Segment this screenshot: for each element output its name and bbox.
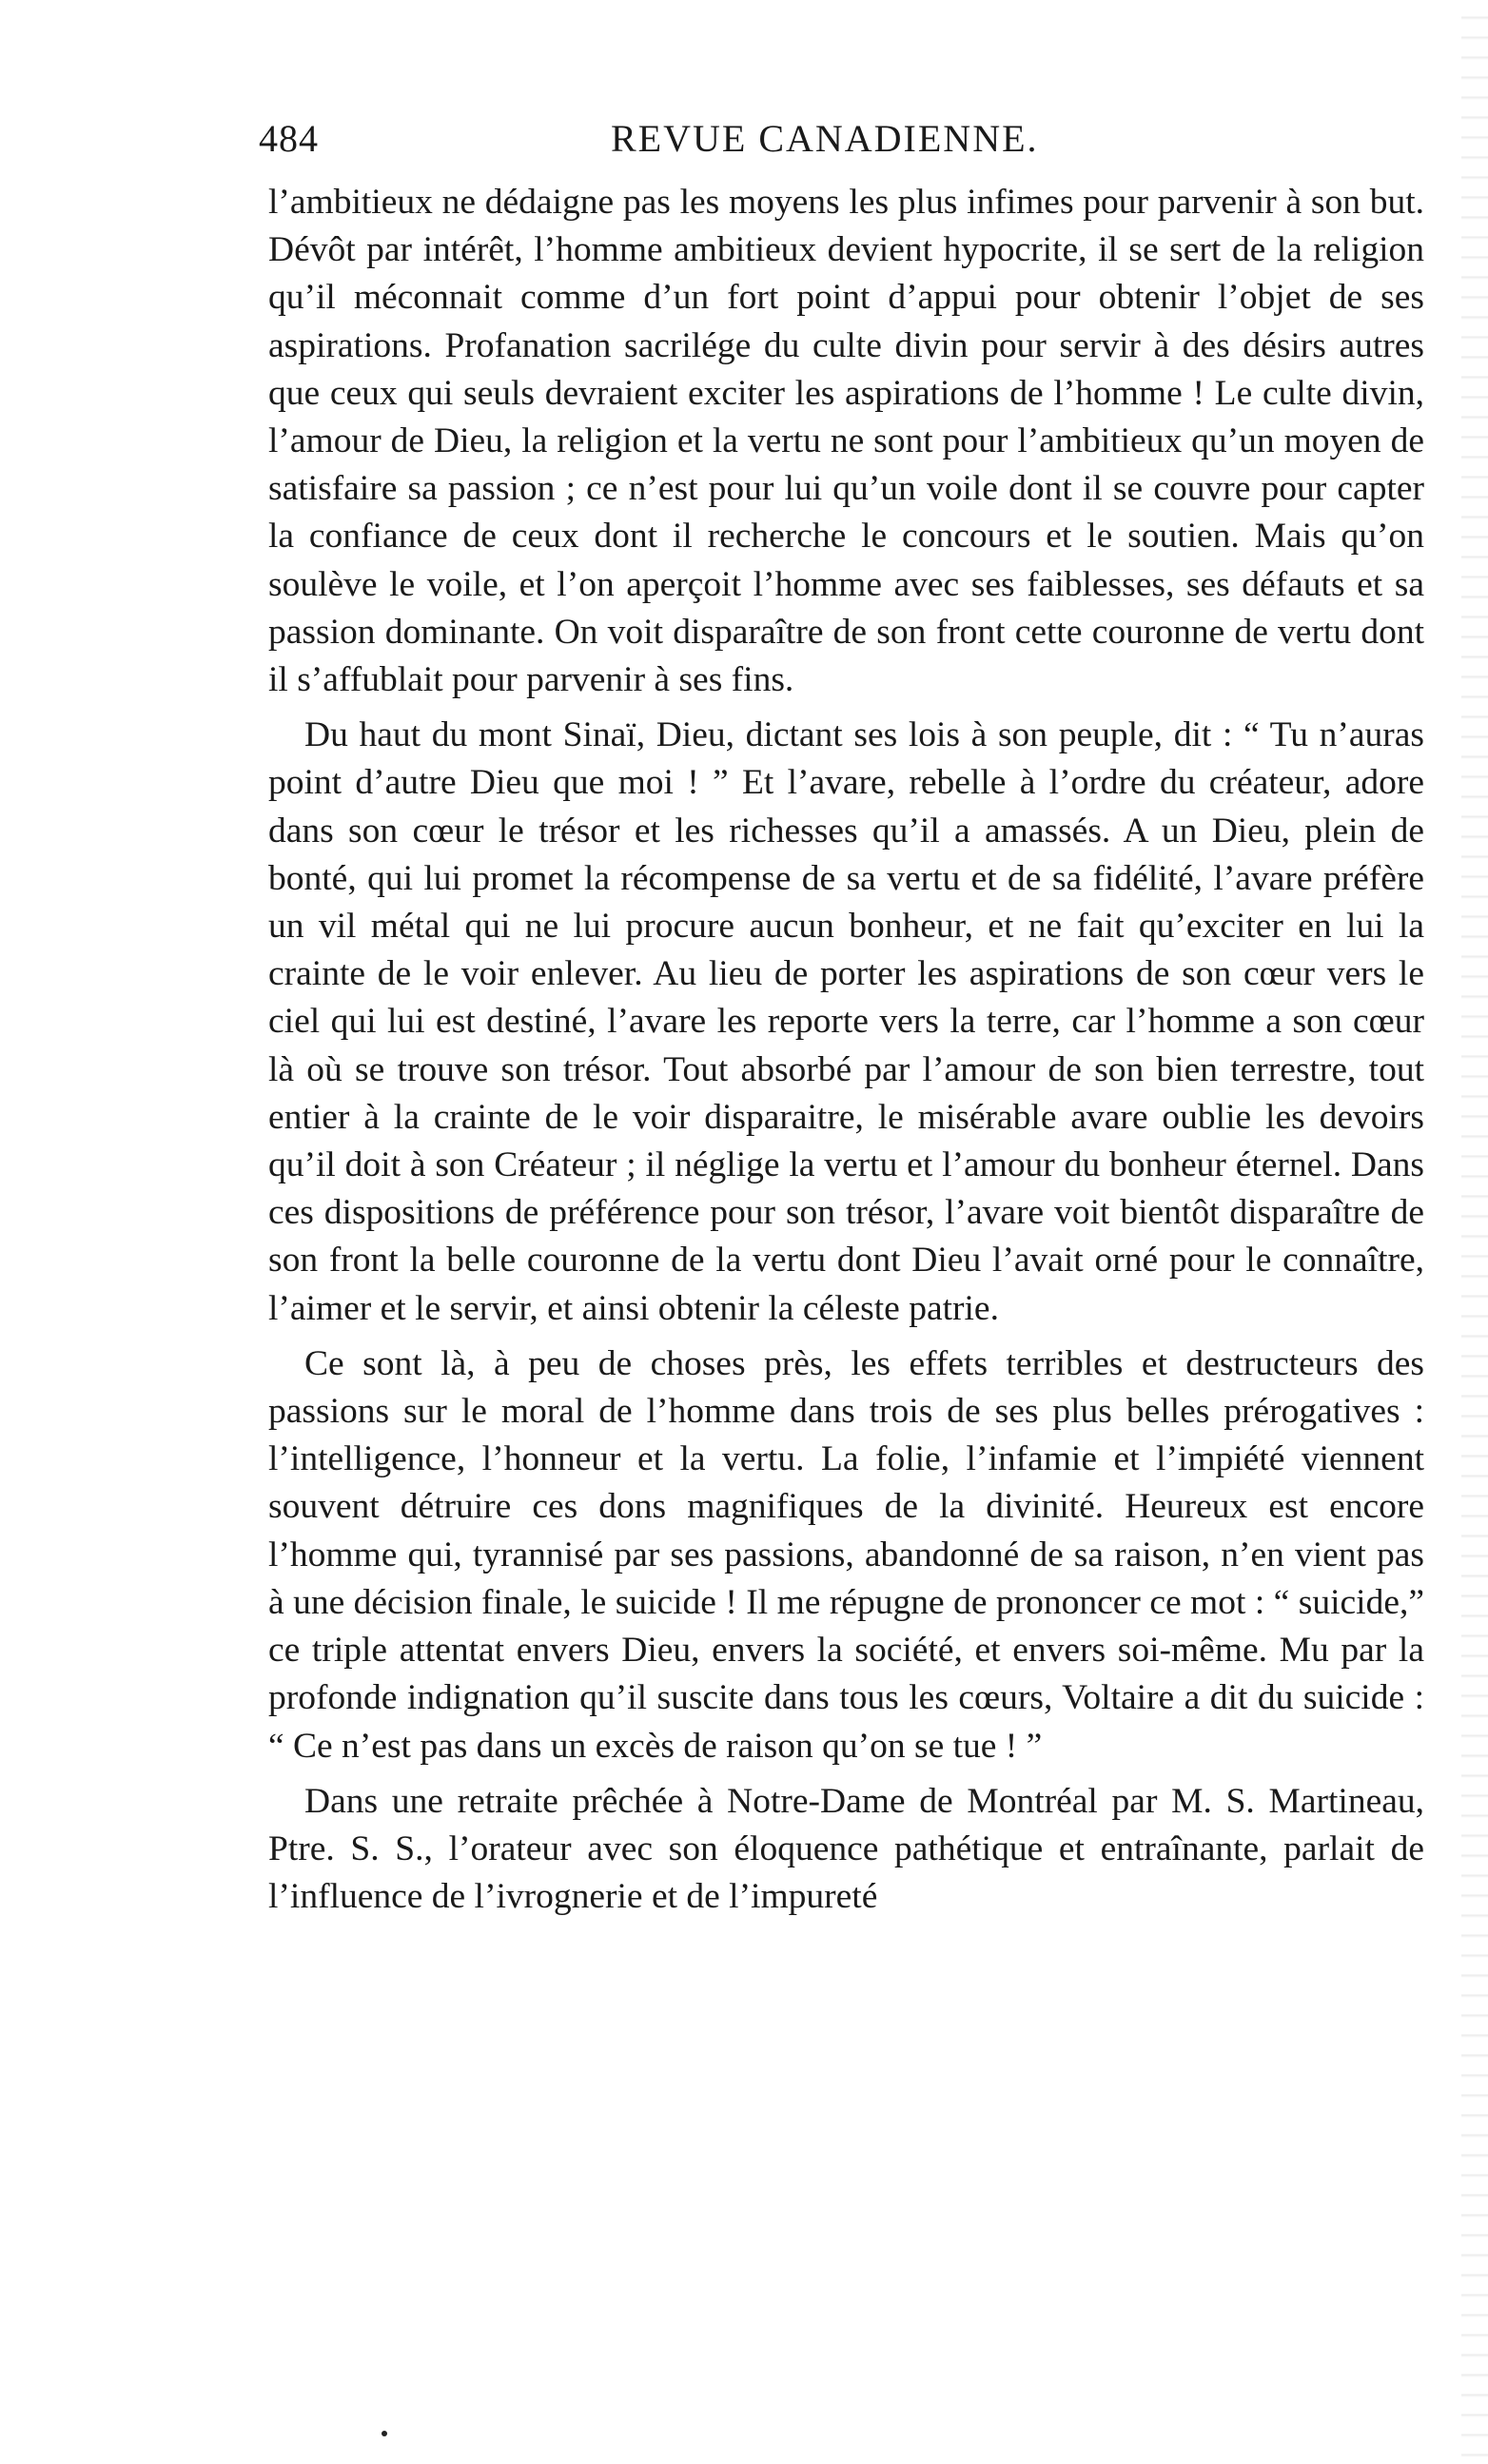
running-title: REVUE CANADIENNE. [611, 117, 1039, 160]
paragraph-avarice: Du haut du mont Sinaï, Dieu, dictant ses lois à son peuple, dit : “ Tu n’auras point d’autre Dieu que moi ! ” Et l’avare, rebelle à l’ordre du créateur, adore dans son cœur le trésor et les richesses qu’il a amassés. A un Dieu, plein de bonté, qui lui promet la récompense de sa vertu et de sa fidélité, l’avare préfère un vil métal qui ne lui procure aucun bonheur, et ne fait qu’exciter en lui la crainte de le voir enlever. Au lieu de porter les aspirations de son cœur vers le ciel qui lui est destiné, l’avare les reporte vers la terre, car l’homme a son cœur là où se trouve son trésor. Tout absorbé par l’amour de son bien terrestre, tout entier à la crainte de le voir disparaitre, le misérable avare oublie les devoirs qu’il doit à son Créateur ; il néglige la vertu et l’amour du bonheur éternel. Dans ces dispositions de préférence pour son trésor, l’avare voit bientôt disparaître de son front la belle couronne de la vertu dont Dieu l’avait orné pour le connaître, l’aimer et le servir, et ainsi obtenir la céleste patrie. [268, 715, 1424, 1328]
paragraph-ambition: l’ambitieux ne dédaigne pas les moyens les plus infimes pour parvenir à son but. Dévôt par intérêt, l’homme ambitieux devient hypocrite, il se sert de la religion qu’il méconnait comme d’un fort point d’appui pour obtenir l’objet de ses aspirations. Profanation sacrilége du culte divin pour servir à des désirs autres que ceux qui seuls devraient exciter les aspirations de l’homme ! Le culte divin, l’amour de Dieu, la religion et la vertu ne sont pour l’ambitieux qu’un moyen de satisfaire sa passion ; ce n’est pour lui qu’un voile dont il se couvre pour capter la confiance de ceux dont il recherche le concours et le soutien. Mais qu’on soulève le voile, et l’on aperçoit l’homme avec ses faiblesses, ses défauts et sa passion dominante. On voit disparaître de son front cette couronne de vertu dont il s’affublait pour parvenir à ses fins. [268, 183, 1424, 700]
page-header [259, 116, 1220, 173]
ink-speck [382, 2431, 387, 2436]
body-text [268, 179, 1424, 1928]
paragraph-passions-suicide: Ce sont là, à peu de choses près, les effets terribles et destructeurs des passions sur le moral de l’homme dans trois de ses plus belles prérogatives : l’intelligence, l’honneur et la vertu. La folie, l’infamie et l’impiété viennent souvent détruire ces dons magnifiques de la divinité. Heureux est encore l’homme qui, tyrannisé par ses passions, abandonné de sa raison, n’en vient pas à une décision finale, le suicide ! Il me répugne de prononcer ce mot : “ suicide,” ce triple attentat envers Dieu, envers la société, et envers soi-même. Mu par la profonde indignation qu’il suscite dans tous les cœurs, Voltaire a dit du suicide : “ Ce n’est pas dans un excès de raison qu’on se tue ! ” [268, 1343, 1424, 1766]
page-edge-noise [1461, 0, 1488, 2464]
page-number: 484 [259, 117, 319, 160]
paragraph-retreat: Dans une retraite prêchée à Notre-Dame de Montréal par M. S. Martineau, Ptre. S. S., l’orateur avec son éloquence pathétique et entraînante, parlait de l’influence de l’ivrognerie et de l’impureté [268, 1781, 1424, 1917]
